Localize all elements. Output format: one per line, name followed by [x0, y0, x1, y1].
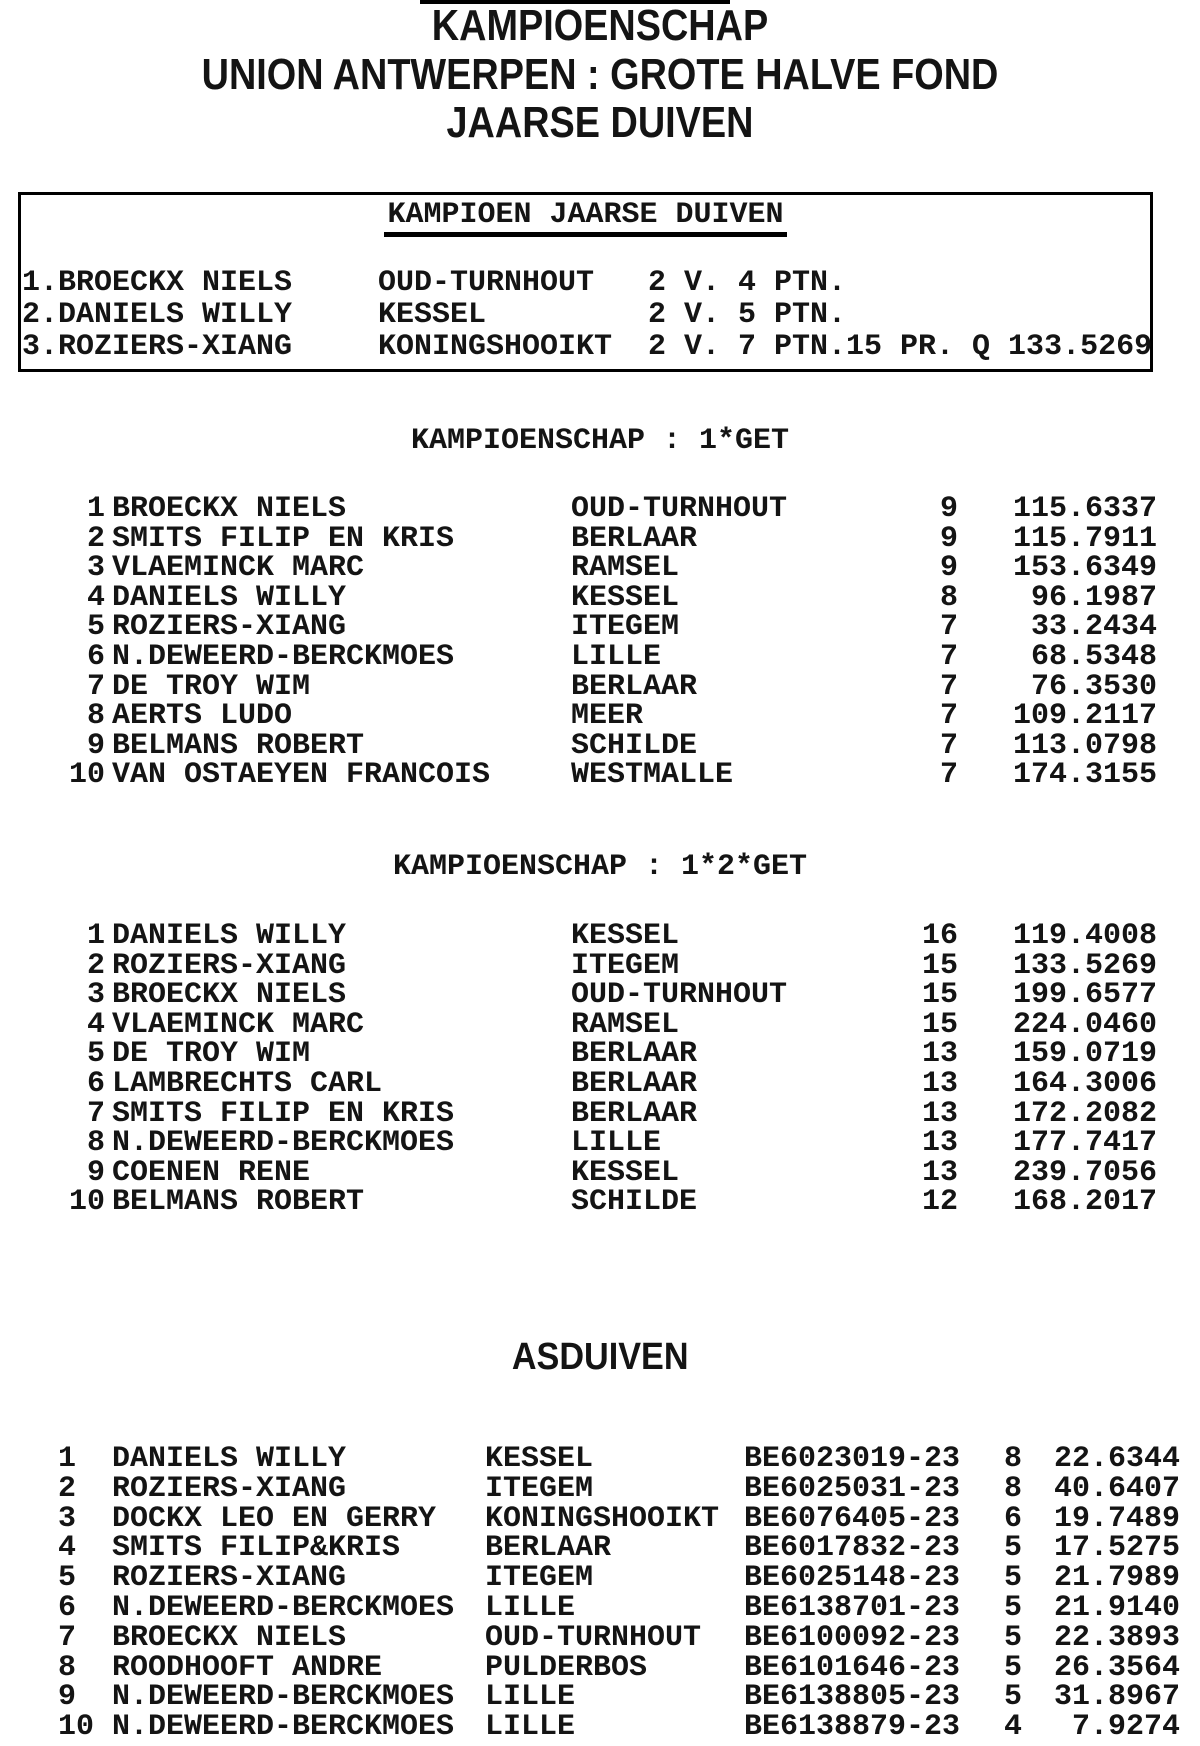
coefficient: 21.7989 — [1053, 1561, 1180, 1596]
ring-number: BE6025031-23 — [744, 1471, 961, 1506]
prize-count: 13 — [921, 1126, 958, 1161]
fancier-city: KESSEL — [571, 919, 680, 953]
fancier-name: VAN OSTAEYEN FRANCOIS — [112, 758, 491, 793]
fancier-city: BERLAAR — [571, 521, 698, 556]
prize-count: 7 — [939, 699, 958, 734]
fancier-name: DOCKX LEO EN GERRY — [112, 1501, 437, 1536]
rank: 2 — [86, 521, 105, 556]
fancier-city: ITEGEM — [485, 1471, 594, 1506]
ring-number: BE6138879-23 — [744, 1710, 961, 1745]
fancier-city: KESSEL — [571, 1155, 680, 1190]
fancier-name: BELMANS ROBERT — [112, 1185, 365, 1220]
title-line-2: UNION ANTWERPEN : GROTE HALVE FOND — [201, 49, 999, 99]
fancier-name: VLAEMINCK MARC — [112, 1007, 365, 1042]
fancier-name: ROZIERS-XIANG — [112, 948, 347, 983]
coefficient: 113.0798 — [1012, 728, 1157, 763]
fancier-name: BROECKX NIELS — [112, 492, 347, 526]
champion-row — [21, 299, 1150, 331]
prize-count: 6 — [1004, 1501, 1023, 1536]
table-row — [0, 1561, 1200, 1596]
table-row — [0, 639, 1200, 674]
fancier-name: BROECKX NIELS — [112, 1620, 347, 1655]
fancier-city: ITEGEM — [571, 948, 680, 983]
champion-row — [21, 267, 1150, 299]
prize-count: 8 — [1004, 1442, 1023, 1476]
fancier-city: ITEGEM — [485, 1561, 594, 1596]
table-row — [0, 492, 1200, 526]
rank: 7 — [86, 1096, 105, 1131]
ring-number: BE6138701-23 — [744, 1590, 961, 1625]
fancier-name: DANIELS WILLY — [112, 1442, 347, 1476]
rank: 8 — [86, 699, 105, 734]
champion-result: 2 V. 4 PTN. — [648, 266, 847, 300]
fancier-city: WESTMALLE — [571, 758, 734, 793]
champion-rank: 1. — [22, 266, 59, 300]
prize-count: 8 — [939, 580, 958, 615]
coefficient: 164.3006 — [1012, 1066, 1157, 1101]
prize-count: 13 — [921, 1096, 958, 1131]
table-row — [0, 948, 1200, 983]
coefficient: 22.3893 — [1053, 1620, 1180, 1655]
rank: 2 — [58, 1471, 77, 1506]
prize-count: 7 — [939, 639, 958, 674]
fancier-city: PULDERBOS — [485, 1650, 648, 1685]
prize-count: 16 — [921, 919, 958, 953]
prize-count: 15 — [921, 948, 958, 983]
champion-box-rows — [21, 266, 1153, 364]
table-row — [0, 551, 1200, 586]
champion-rank: 3. — [22, 330, 59, 364]
fancier-city: OUD-TURNHOUT — [378, 266, 595, 300]
fancier-name: LAMBRECHTS CARL — [112, 1066, 383, 1101]
section-title-12get: KAMPIOENSCHAP : 1*2*GET — [392, 850, 808, 884]
fancier-city: KESSEL — [485, 1442, 594, 1476]
fancier-name: SMITS FILIP EN KRIS — [112, 1096, 455, 1131]
fancier-name: N.DEWEERD-BERCKMOES — [112, 1680, 455, 1715]
ring-number: BE6017832-23 — [744, 1531, 961, 1566]
fancier-city: LILLE — [485, 1680, 576, 1715]
rank: 2 — [86, 948, 105, 983]
prize-count: 5 — [1004, 1590, 1023, 1625]
rank: 10 — [68, 758, 105, 793]
champion-rank: 2. — [22, 298, 59, 332]
table-row — [0, 1066, 1200, 1101]
coefficient: 40.6407 — [1053, 1471, 1180, 1506]
table-row — [0, 1185, 1200, 1220]
rank: 7 — [58, 1620, 77, 1655]
coefficient: 68.5348 — [1030, 639, 1157, 674]
fancier-city: BERLAAR — [571, 1066, 698, 1101]
fancier-name: ROZIERS-XIANG — [112, 610, 347, 645]
rank: 8 — [58, 1650, 77, 1685]
fancier-name: N.DEWEERD-BERCKMOES — [112, 1710, 455, 1745]
rank: 10 — [68, 1185, 105, 1220]
fancier-name: ROODHOOFT ANDRE — [112, 1650, 383, 1685]
title-line-1: KAMPIOENSCHAP — [431, 1, 769, 50]
rank: 5 — [58, 1561, 77, 1596]
table-row — [0, 1126, 1200, 1161]
fancier-name: DE TROY WIM — [112, 1037, 311, 1072]
fancier-city: OUD-TURNHOUT — [485, 1620, 702, 1655]
table-row — [0, 521, 1200, 556]
fancier-city: KONINGSHOOIKT — [378, 330, 613, 364]
rank: 6 — [86, 639, 105, 674]
fancier-name: ROZIERS-XIANG — [58, 330, 293, 364]
rank: 1 — [86, 492, 105, 526]
fancier-city: RAMSEL — [571, 1007, 680, 1042]
fancier-city: SCHILDE — [571, 728, 698, 763]
table-row — [0, 1620, 1200, 1655]
table-row — [0, 1155, 1200, 1190]
rank: 4 — [86, 1007, 105, 1042]
coefficient: 119.4008 — [1012, 919, 1157, 953]
fancier-city: BERLAAR — [485, 1531, 612, 1566]
fancier-name: BROECKX NIELS — [112, 978, 347, 1013]
title-line-3: JAARSE DUIVEN — [446, 98, 754, 147]
fancier-name: SMITS FILIP&KRIS — [112, 1531, 401, 1566]
table-row — [0, 919, 1200, 953]
fancier-city: SCHILDE — [571, 1185, 698, 1220]
coefficient: 31.8967 — [1053, 1680, 1180, 1715]
fancier-city: KONINGSHOOIKT — [485, 1501, 720, 1536]
fancier-city: BERLAAR — [571, 1037, 698, 1072]
prize-count: 7 — [939, 728, 958, 763]
table-row — [0, 610, 1200, 645]
prize-count: 15 — [921, 1007, 958, 1042]
document-title — [0, 2, 1200, 148]
champion-result: 2 V. 5 PTN. — [648, 298, 847, 332]
fancier-city: LILLE — [485, 1710, 576, 1745]
prize-count: 13 — [921, 1155, 958, 1190]
rank: 9 — [58, 1680, 77, 1715]
table-row — [0, 1037, 1200, 1072]
fancier-name: DANIELS WILLY — [112, 580, 347, 615]
champion-box-title-wrap — [21, 200, 1150, 237]
table-row — [0, 669, 1200, 704]
prize-count: 9 — [939, 521, 958, 556]
coefficient: 26.3564 — [1053, 1650, 1180, 1685]
ring-number: BE6023019-23 — [744, 1442, 961, 1476]
rank: 3 — [58, 1501, 77, 1536]
rank: 6 — [86, 1066, 105, 1101]
fancier-city: MEER — [571, 699, 644, 734]
fancier-name: DE TROY WIM — [112, 669, 311, 704]
fancier-name: N.DEWEERD-BERCKMOES — [112, 639, 455, 674]
prize-count: 7 — [939, 669, 958, 704]
fancier-city: LILLE — [571, 1126, 662, 1161]
fancier-name: SMITS FILIP EN KRIS — [112, 521, 455, 556]
fancier-city: LILLE — [571, 639, 662, 674]
prize-count: 4 — [1004, 1710, 1023, 1745]
table-row — [0, 1501, 1200, 1536]
table-row — [0, 758, 1200, 793]
table-row — [0, 1531, 1200, 1566]
fancier-name: ROZIERS-XIANG — [112, 1471, 347, 1506]
table-row — [0, 1650, 1200, 1685]
prize-count: 5 — [1004, 1531, 1023, 1566]
fancier-name: N.DEWEERD-BERCKMOES — [112, 1126, 455, 1161]
prize-count: 5 — [1004, 1620, 1023, 1655]
rank: 5 — [86, 610, 105, 645]
prize-count: 9 — [939, 492, 958, 526]
ring-number: BE6025148-23 — [744, 1561, 961, 1596]
coefficient: 159.0719 — [1012, 1037, 1157, 1072]
asduiven-heading — [0, 1336, 1200, 1378]
fancier-city: OUD-TURNHOUT — [571, 978, 788, 1013]
fancier-city: BERLAAR — [571, 1096, 698, 1131]
table-row — [0, 580, 1200, 615]
rank: 10 — [58, 1710, 95, 1745]
prize-count: 7 — [939, 758, 958, 793]
coefficient: 224.0460 — [1012, 1007, 1157, 1042]
prize-count: 8 — [1004, 1471, 1023, 1506]
coefficient: 21.9140 — [1053, 1590, 1180, 1625]
rank: 1 — [86, 919, 105, 953]
prize-count: 7 — [939, 610, 958, 645]
table-row — [0, 699, 1200, 734]
rank: 1 — [58, 1442, 77, 1476]
champion-row — [21, 330, 1153, 364]
rank: 5 — [86, 1037, 105, 1072]
fancier-name: COENEN RENE — [112, 1155, 311, 1190]
coefficient: 115.7911 — [1012, 521, 1157, 556]
coefficient: 199.6577 — [1012, 978, 1157, 1013]
rank: 4 — [58, 1531, 77, 1566]
table-row — [0, 728, 1200, 763]
fancier-name: DANIELS WILLY — [112, 919, 347, 953]
section-title-1get: KAMPIOENSCHAP : 1*GET — [410, 424, 790, 458]
fancier-name: BELMANS ROBERT — [112, 728, 365, 763]
table-row — [0, 978, 1200, 1013]
rank: 4 — [86, 580, 105, 615]
champion-box-title: KAMPIOEN JAARSE DUIVEN — [384, 200, 786, 237]
prize-count: 12 — [921, 1185, 958, 1220]
champion-result: 2 V. 7 PTN.15 PR. Q 133.5269 — [648, 330, 1153, 364]
coefficient: 172.2082 — [1012, 1096, 1157, 1131]
results-table-asduiven — [0, 1442, 1200, 1745]
ring-number: BE6138805-23 — [744, 1680, 961, 1715]
rank: 8 — [86, 1126, 105, 1161]
coefficient: 7.9274 — [1071, 1710, 1180, 1745]
table-row — [0, 1442, 1200, 1476]
fancier-name: ROZIERS-XIANG — [112, 1561, 347, 1596]
coefficient: 115.6337 — [1012, 492, 1157, 526]
ring-number: BE6100092-23 — [744, 1620, 961, 1655]
table-row — [0, 1590, 1200, 1625]
prize-count: 15 — [921, 978, 958, 1013]
rank: 3 — [86, 978, 105, 1013]
rank: 7 — [86, 669, 105, 704]
coefficient: 76.3530 — [1030, 669, 1157, 704]
coefficient: 96.1987 — [1030, 580, 1157, 615]
prize-count: 5 — [1004, 1680, 1023, 1715]
coefficient: 168.2017 — [1012, 1185, 1157, 1220]
table-row — [0, 1471, 1200, 1506]
ring-number: BE6076405-23 — [744, 1501, 961, 1536]
fancier-city: KESSEL — [378, 298, 487, 332]
fancier-city: RAMSEL — [571, 551, 680, 586]
champion-summary-box — [18, 192, 1153, 372]
prize-count: 5 — [1004, 1650, 1023, 1685]
results-table-12get — [0, 919, 1200, 1220]
rank: 3 — [86, 551, 105, 586]
table-row — [0, 1710, 1200, 1745]
coefficient: 133.5269 — [1012, 948, 1157, 983]
fancier-city: KESSEL — [571, 580, 680, 615]
fancier-name: VLAEMINCK MARC — [112, 551, 365, 586]
table-row — [0, 1007, 1200, 1042]
ring-number: BE6101646-23 — [744, 1650, 961, 1685]
rank: 9 — [86, 728, 105, 763]
fancier-name: N.DEWEERD-BERCKMOES — [112, 1590, 455, 1625]
coefficient: 177.7417 — [1012, 1126, 1157, 1161]
coefficient: 22.6344 — [1053, 1442, 1180, 1476]
prize-count: 5 — [1004, 1561, 1023, 1596]
table-row — [0, 1680, 1200, 1715]
fancier-city: ITEGEM — [571, 610, 680, 645]
rank: 9 — [86, 1155, 105, 1190]
fancier-city: LILLE — [485, 1590, 576, 1625]
prize-count: 13 — [921, 1066, 958, 1101]
table-row — [0, 1096, 1200, 1131]
fancier-city: OUD-TURNHOUT — [571, 492, 788, 526]
prize-count: 9 — [939, 551, 958, 586]
rank: 6 — [58, 1590, 77, 1625]
asduiven-heading-text: ASDUIVEN — [511, 1336, 689, 1378]
coefficient: 19.7489 — [1053, 1501, 1180, 1536]
fancier-city: BERLAAR — [571, 669, 698, 704]
coefficient: 109.2117 — [1012, 699, 1157, 734]
coefficient: 239.7056 — [1012, 1155, 1157, 1190]
results-table-1get — [0, 492, 1200, 793]
coefficient: 17.5275 — [1053, 1531, 1180, 1566]
fancier-name: DANIELS WILLY — [58, 298, 293, 332]
fancier-name: BROECKX NIELS — [58, 266, 293, 300]
fancier-name: AERTS LUDO — [112, 699, 293, 734]
coefficient: 33.2434 — [1030, 610, 1157, 645]
coefficient: 174.3155 — [1012, 758, 1157, 793]
prize-count: 13 — [921, 1037, 958, 1072]
coefficient: 153.6349 — [1012, 551, 1157, 586]
